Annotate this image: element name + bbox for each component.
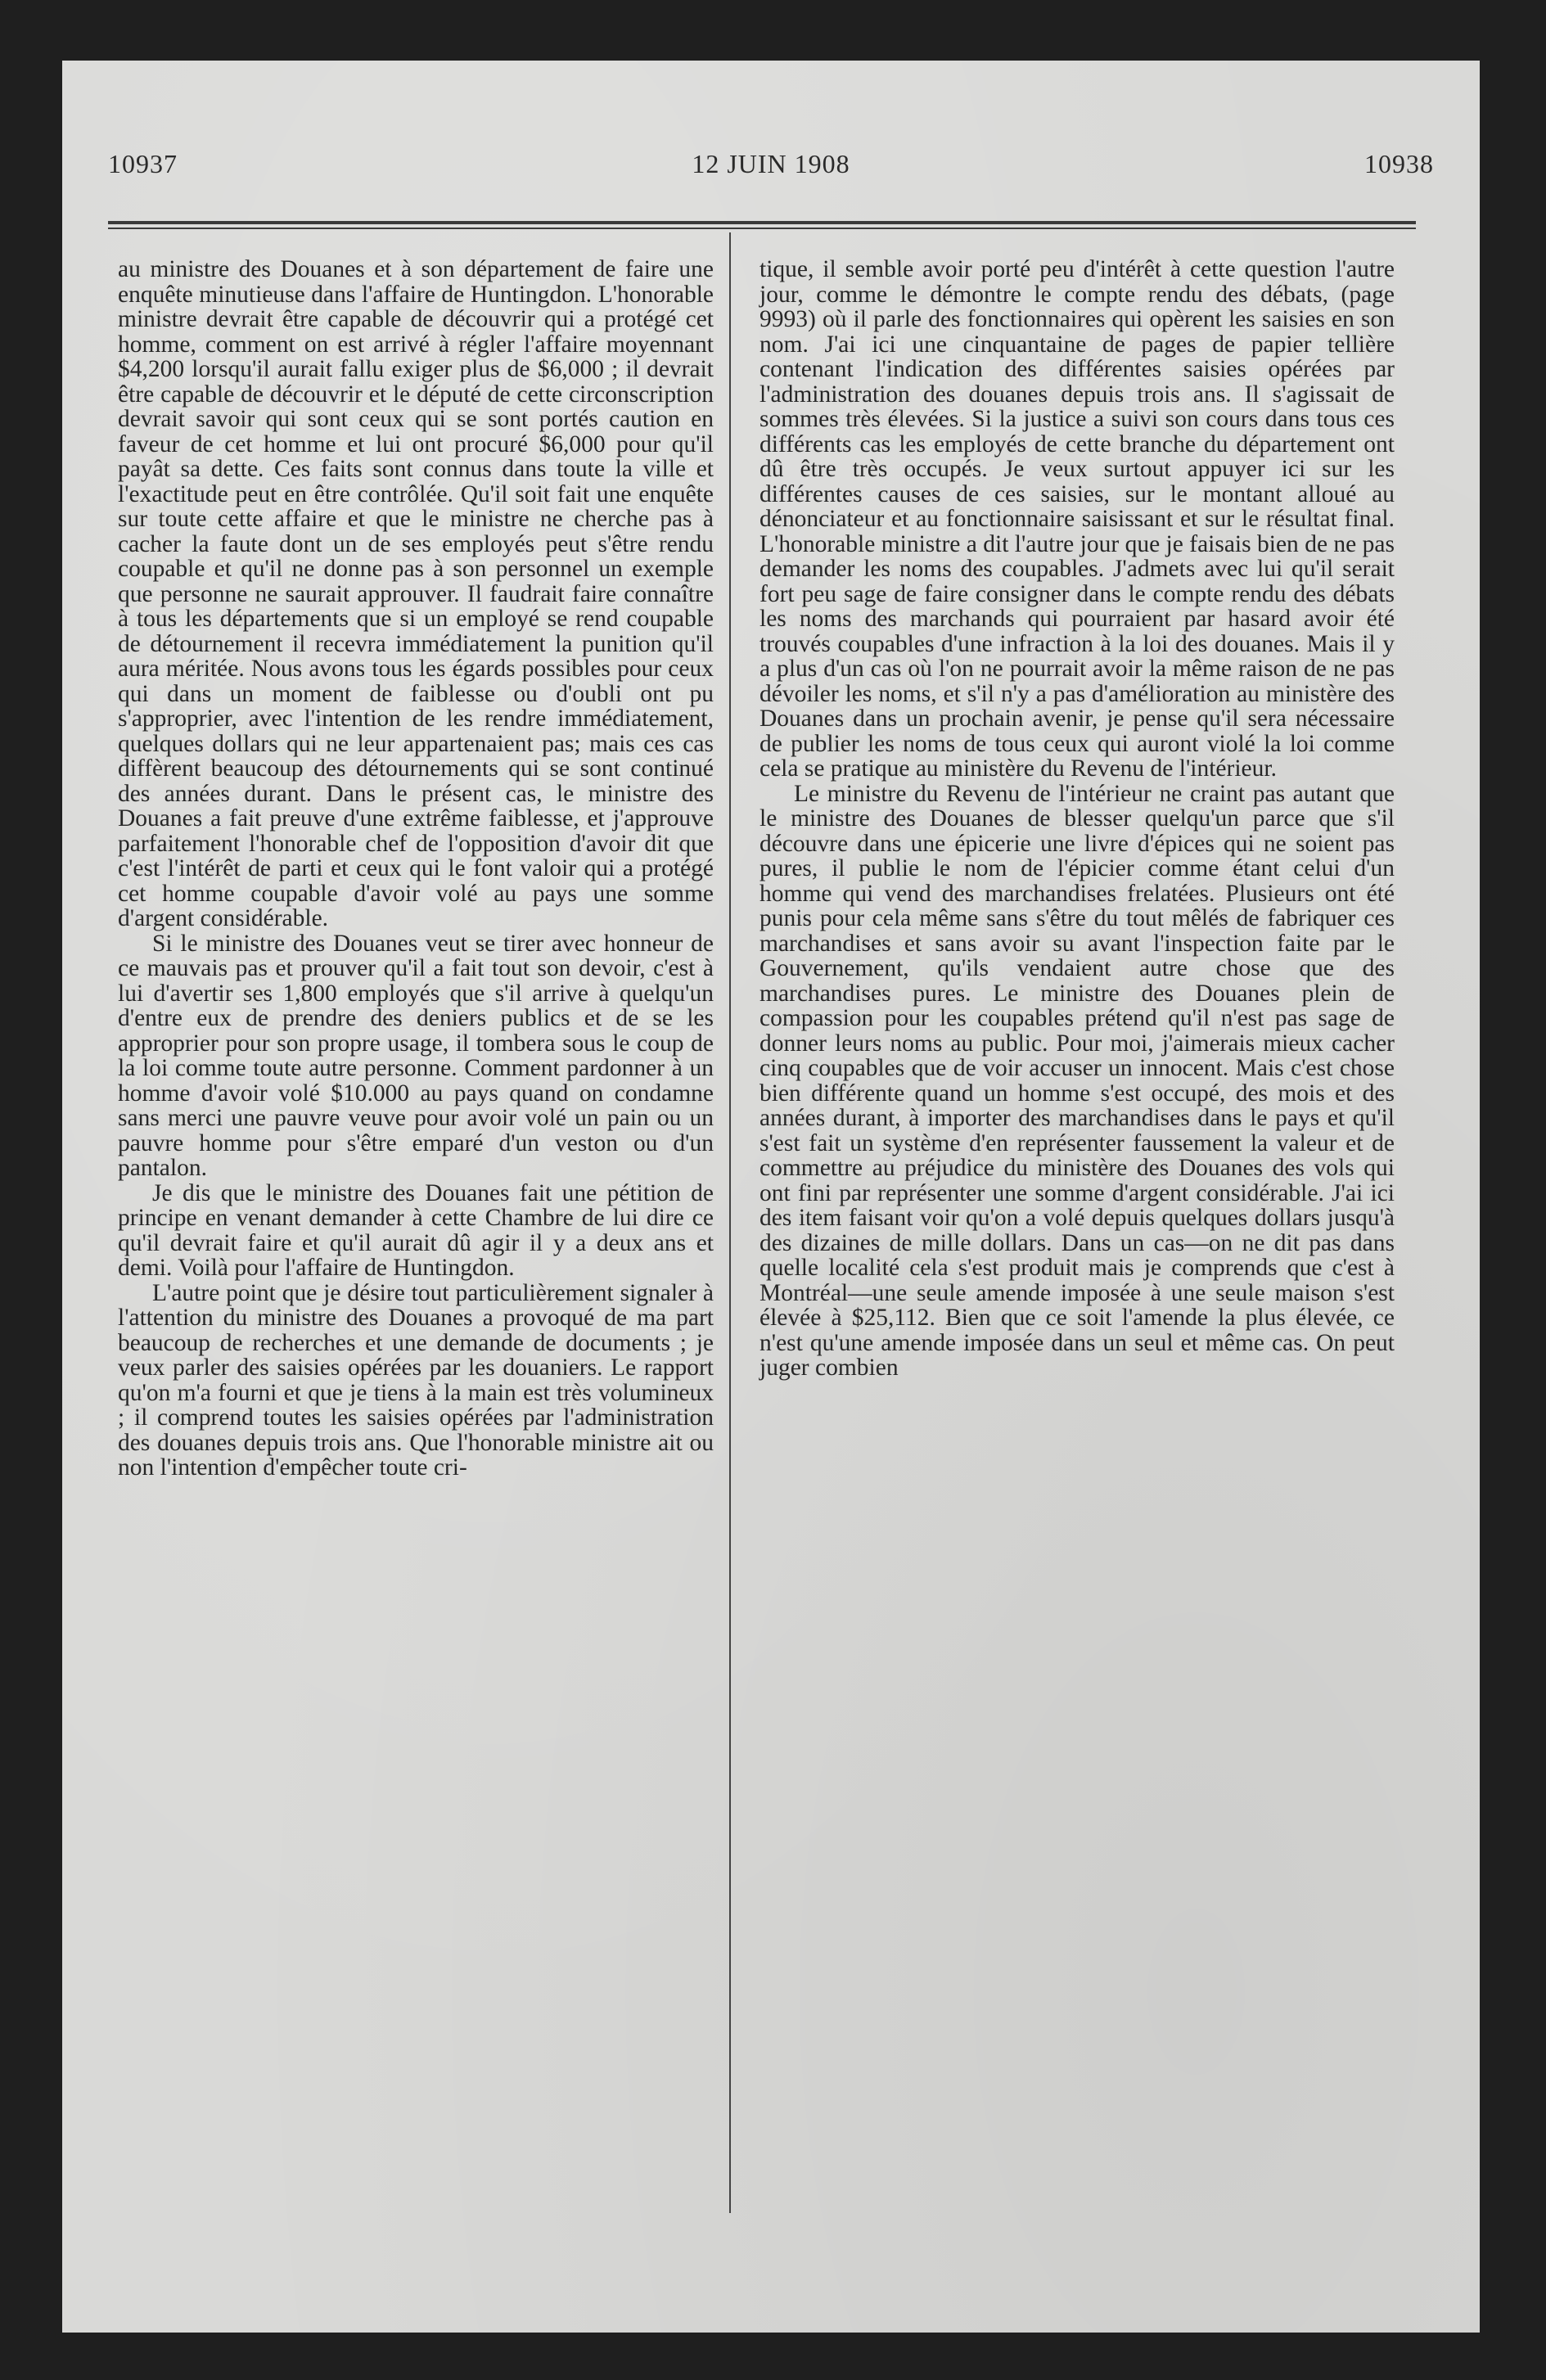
left-paragraph: Si le ministre des Douanes veut se tirer avec honneur de ce mauvais pas et prouver qu'il a fait tout son devoir, c'est à lui d'avertir ses 1,800 employés que s'il arrive à quelqu'un d'entre eux de prendre des deniers publics et de se les approprier pour son propre usage, il tombera sous le coup de la loi comme toute autre personne. Comment pardonner à un homme d'avoir volé $10.000 au pays quand on condamne sans merci une pauvre veuve pour avoir volé un pain ou un pauvre homme pour s'être emparé d'un veston ou d'un pantalon.: [118, 930, 714, 1181]
left-column: [118, 257, 714, 1481]
left-paragraph: Je dis que le ministre des Douanes fait une pétition de principe en venant demander à cette Chambre de lui dire ce qu'il devrait faire et qu'il aurait dû agir il y a deux ans et demi. Voilà pour l'affaire de Huntingdon.: [118, 1179, 714, 1281]
left-page-number: 10937: [108, 149, 178, 178]
page-header: [62, 61, 1480, 178]
header-rule-thick: [108, 221, 1416, 224]
right-paragraph: Le ministre du Revenu de l'intérieur ne craint pas autant que le ministre des Douanes de blesser quelqu'un parce que s'il découvre dans une épicerie une livre d'épices qui ne soient pas pures, il publie le nom de l'épicier comme étant celui d'un homme qui vend des marchandises frelatées. Plusieurs ont été punis pour cela même sans s'être du tout mêlés de fabriquer ces marchandises et sans avoir su avant l'inspection faite par le Gouvernement, qu'ils vendaient autre chose que des marchandises pures. Le ministre des Douanes plein de compassion pour les coupables prétend qu'il n'est pas sage de donner leurs noms au public. Pour moi, j'aimerais mieux cacher cinq coupables que de voir accuser un innocent. Mais c'est chose bien différente quand un homme s'est occupé, des mois et des années durant, à importer des marchandises dans le pays et qu'il s'est fait un système d'en représenter faussement la valeur et de commettre au préjudice du ministère des Douanes des vols qui ont fini par représenter une somme d'argent considérable. J'ai ici des item faisant voir qu'on a volé depuis quelques dollars jusqu'à des dizaines de mille dollars. Dans un cas—on ne dit pas dans quelle localité cela s'est produit mais je comprends que c'est à Montréal—une seule amende imposée à une seule maison s'est élevée à $25,112. Bien que ce soit l'amende la plus élevée, ce n'est qu'une amende imposée dans un seul et même cas. On peut juger combien: [759, 780, 1395, 1381]
right-paragraph: tique, il semble avoir porté peu d'intérêt à cette question l'autre jour, comme le démontre le compte rendu des débats, (page 9993) où il parle des fonctionnaires qui opèrent les saisies en son nom. J'ai ici une cinquantaine de pages de papier tellière contenant l'indication des différentes saisies opérées par l'administration des douanes depuis trois ans. Il s'agissait de sommes très élevées. Si la justice a suivi son cours dans tous ces différents cas les employés de cette branche du département ont dû être très occupés. Je veux surtout appuyer ici sur les différentes causes de ces saisies, sur le montant alloué au dénonciateur et au fonctionnaire saisissant et sur le résultat final. L'honorable ministre a dit l'autre jour que je faisais bien de ne pas demander les noms des coupables. J'admets avec lui qu'il serait fort peu sage de faire consigner dans le compte rendu des débats les noms des marchands qui pourraient par hasard avoir été trouvés coupables d'une infraction à la loi des douanes. Mais il y a plus d'un cas où l'on ne pourrait avoir la même raison de ne pas dévoiler les noms, et s'il n'y a pas d'amélioration au ministère des Douanes dans un prochain avenir, je pense qu'il sera nécessaire de publier les noms de tous ceux qui auront violé la loi comme cela se pratique au ministère du Revenu de l'intérieur.: [759, 256, 1395, 782]
left-paragraph: au ministre des Douanes et à son département de faire une enquête minutieuse dans l'affaire de Huntingdon. L'honorable ministre devrait être capable de découvrir qui a protégé cet homme, comment on est arrivé à régler l'affaire moyennant $4,200 lorsqu'il aurait fallu exiger plus de $6,000 ; il devrait être capable de découvrir et le député de cette circonscription devrait savoir qui sont ceux qui se sont portés caution en faveur de cet homme et lui ont procuré $6,000 pour qu'il payât sa dette. Ces faits sont connus dans toute la ville et l'exactitude peut en être contrôlée. Qu'il soit fait une enquête sur toute cette affaire et que le ministre ne cherche pas à cacher la faute dont un de ses employés peut s'être rendu coupable et qu'il ne donne pas à son personnel un exemple que personne ne saurait approuver. Il faudrait faire connaître à tous les départements que si un employé se rend coupable de détournement il recevra immédiatement la punition qu'il aura méritée. Nous avons tous les égards possibles pour ceux qui dans un moment de faiblesse ou d'oubli ont pu s'approprier, avec l'intention de les rendre immédiatement, quelques dollars qui ne leur appartenaient pas; mais ces cas diffèrent beaucoup des détournements qui se sont continué des années durant. Dans le présent cas, le ministre des Douanes a fait preuve d'une extrême faiblesse, et j'approuve parfaitement l'honorable chef de l'opposition d'avoir dit que c'est l'intérêt de parti et ceux qui le font valoir qui a protégé cet homme coupable d'avoir volé au pays une somme d'argent considérable.: [118, 256, 714, 931]
left-paragraph: L'autre point que je désire tout particulièrement signaler à l'attention du ministre des Douanes a provoqué de ma part beaucoup de recherches et une demande de documents ; je veux parler des saisies opérées par les douaniers. Le rapport qu'on m'a fourni et que je tiens à la main est très volumineux ; il comprend toutes les saisies opérées par l'administration des douanes depuis trois ans. Que l'honorable ministre ait ou non l'intention d'empêcher toute cri-: [118, 1279, 714, 1481]
document-page: [62, 61, 1480, 2333]
right-column: [759, 257, 1395, 1381]
header-rule-thin: [108, 228, 1416, 229]
page-date: 12 JUIN 1908: [692, 149, 850, 178]
right-page-number: 10938: [1364, 149, 1434, 178]
column-divider: [729, 232, 731, 2213]
